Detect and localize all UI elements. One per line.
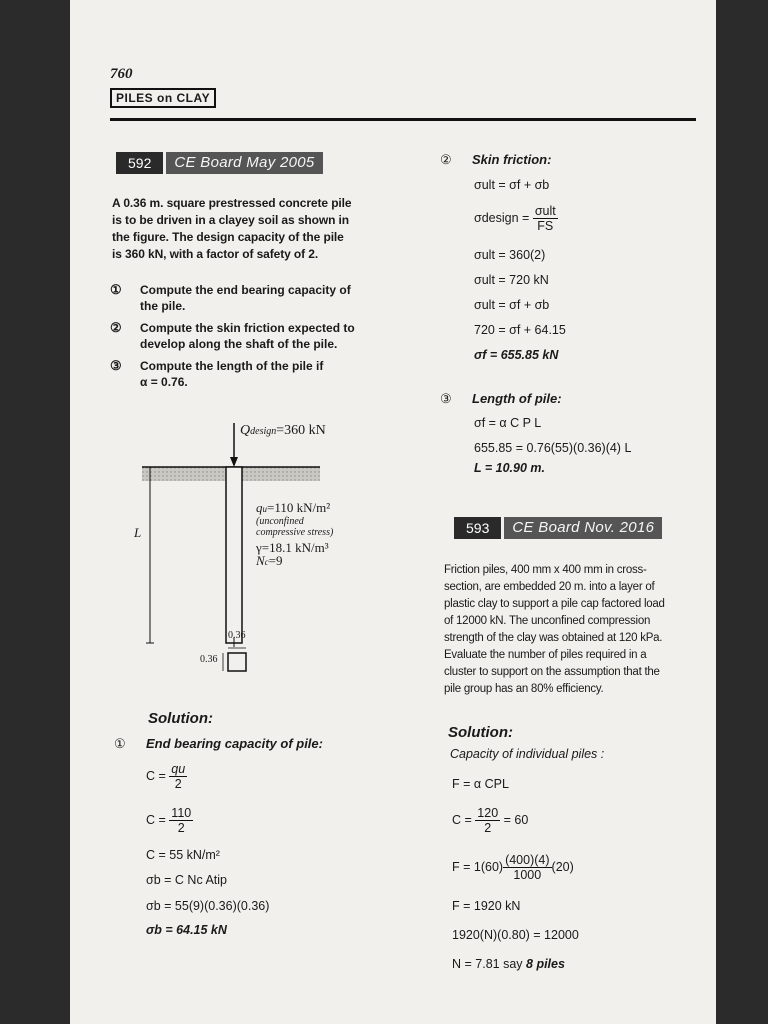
question-1 — [110, 282, 390, 314]
eq-length-result — [474, 460, 545, 476]
frac-den: 2 — [484, 821, 492, 835]
eq-sult-360: σult = 360(2) — [474, 248, 546, 262]
part-marker: ① — [114, 736, 126, 751]
statement-line: A 0.36 m. square prestressed concrete pile — [112, 196, 352, 210]
part2-heading — [440, 152, 551, 168]
solution-592-title: Solution: — [148, 710, 213, 727]
book-page — [70, 0, 716, 1024]
frac-num: 110 — [171, 806, 192, 820]
unit-weight: γ=18.1 kN/m³ — [256, 540, 329, 555]
eq-length-sub: 655.85 = 0.76(55)(0.36)(4) L — [474, 441, 632, 455]
statement-line: strength of the clay was obtained at 120 kPa. — [444, 632, 663, 644]
eq-sdesign — [474, 204, 558, 233]
pile-figure — [130, 415, 390, 685]
eq-sult-720: σult = 720 kN — [474, 273, 549, 287]
part-title: Skin friction: — [472, 152, 552, 167]
question-line: α = 0.76. — [140, 375, 188, 389]
qu-note: compressive stress) — [256, 527, 334, 538]
eq-text: F = 1(60) — [452, 859, 504, 874]
eq-c-qu — [146, 762, 187, 791]
solution-593-title: Solution: — [448, 724, 513, 741]
capacity-subtitle: Capacity of individual piles : — [450, 747, 605, 761]
running-title: PILES on CLAY — [110, 88, 216, 108]
dim-top: 0.36 — [228, 630, 246, 641]
eq-text: C = — [146, 768, 166, 783]
eq-sult-sum-2: σult = σf + σb — [474, 298, 550, 312]
problem-number: 593 — [454, 517, 501, 539]
eq-sf-formula: σf = α C P L — [474, 416, 542, 430]
question-3 — [110, 358, 390, 390]
eq-c-55: C = 55 kN/m² — [146, 848, 220, 862]
design-load-label — [240, 423, 326, 439]
statement-line: is to be driven in a clayey soil as shown in — [112, 213, 350, 227]
problem-source: CE Board Nov. 2016 — [504, 517, 662, 539]
dim-side: 0.36 — [200, 654, 218, 665]
eq-text: C = — [146, 812, 166, 827]
question-line: Compute the length of the pile if — [140, 359, 324, 373]
question-line: Compute the skin friction expected to — [140, 321, 355, 335]
statement-line: plastic clay to support a pile cap factored load — [444, 598, 665, 610]
statement-line: section, are embedded 20 m. into a layer of — [444, 581, 655, 593]
eq-sb-result — [146, 922, 227, 938]
eq-text: (20) — [551, 859, 574, 874]
result-text: σb = 64.15 kN — [146, 923, 227, 937]
statement-line: is 360 kN, with a factor of safety of 2. — [112, 247, 319, 261]
soil-properties: qu=110 kN/m² (unconfined compressive stress) γ=18.1 kN/m³ Nc=9 — [256, 500, 334, 568]
result-text: σf = 655.85 kN — [474, 348, 559, 362]
qu-value: =110 kN/m² — [267, 500, 331, 515]
question-line: develop along the shaft of the pile. — [140, 337, 338, 351]
question-marker: ② — [110, 320, 122, 335]
eq-sb-formula: σb = C Nc Atip — [146, 873, 228, 887]
problem-592-questions — [110, 282, 390, 390]
problem-592-badge — [116, 152, 323, 174]
part-marker: ② — [440, 152, 452, 167]
eq-text: = 60 — [503, 812, 529, 827]
eq-f-result: F = 1920 kN — [452, 899, 521, 913]
problem-593-statement — [444, 562, 706, 698]
question-2 — [110, 320, 390, 352]
nc-value: =9 — [268, 553, 283, 568]
statement-line: Evaluate the number of piles required in a — [444, 649, 647, 661]
page-number: 760 — [110, 66, 133, 82]
eq-text: σdesign = — [474, 210, 530, 225]
statement-line: cluster to support on the assumption that the — [444, 666, 660, 678]
eq-text: N = 7.81 say — [452, 957, 523, 971]
eq-sf-result — [474, 347, 558, 363]
part-marker: ③ — [440, 391, 452, 406]
eq-n-sub: 1920(N)(0.80) = 12000 — [452, 928, 579, 942]
frac-num: 120 — [477, 806, 499, 820]
eq-f-sub — [452, 853, 574, 882]
question-marker: ① — [110, 282, 122, 297]
frac-num: (400)(4) — [505, 853, 550, 867]
statement-line: Friction piles, 400 mm x 400 mm in cross- — [444, 564, 647, 576]
part3-heading — [440, 391, 562, 407]
frac-num: qu — [171, 762, 186, 776]
eq-c-120 — [452, 806, 528, 835]
load-symbol: Q — [240, 423, 251, 438]
frac-num: σult — [534, 204, 556, 218]
eq-text: C = — [452, 812, 472, 827]
qu-note: (unconfined — [256, 516, 304, 527]
problem-593-badge — [454, 517, 662, 539]
part1-heading — [114, 736, 323, 752]
statement-line: the figure. The design capacity of the pile — [112, 230, 344, 244]
question-line: Compute the end bearing capacity of — [140, 283, 351, 297]
frac-den: FS — [537, 219, 554, 233]
problem-source: CE Board May 2005 — [166, 152, 322, 174]
eq-sb-sub: σb = 55(9)(0.36)(0.36) — [146, 899, 270, 913]
frac-den: 2 — [174, 777, 182, 791]
statement-line: of 12000 kN. The unconfined compression — [444, 615, 651, 627]
part-title: Length of pile: — [472, 391, 562, 406]
header-rule — [110, 118, 696, 121]
load-value: =360 kN — [276, 423, 326, 438]
frac-den: 2 — [177, 821, 185, 835]
eq-sult-sum: σult = σf + σb — [474, 178, 550, 192]
statement-line: pile group has an 80% efficiency. — [444, 683, 604, 695]
length-label: L — [134, 525, 142, 540]
problem-592-statement — [112, 195, 382, 263]
question-line: the pile. — [140, 299, 186, 313]
question-marker: ③ — [110, 358, 122, 373]
eq-720: 720 = σf + 64.15 — [474, 323, 566, 337]
eq-c-110 — [146, 806, 193, 835]
eq-n-result — [452, 956, 565, 972]
result-text: 8 piles — [526, 957, 565, 971]
load-subscript: design — [250, 426, 277, 437]
eq-f-formula: F = α CPL — [452, 777, 509, 791]
part-title: End bearing capacity of pile: — [146, 736, 323, 751]
frac-den: 1000 — [513, 868, 542, 882]
problem-number: 592 — [116, 152, 163, 174]
result-text: L = 10.90 m. — [474, 461, 545, 475]
